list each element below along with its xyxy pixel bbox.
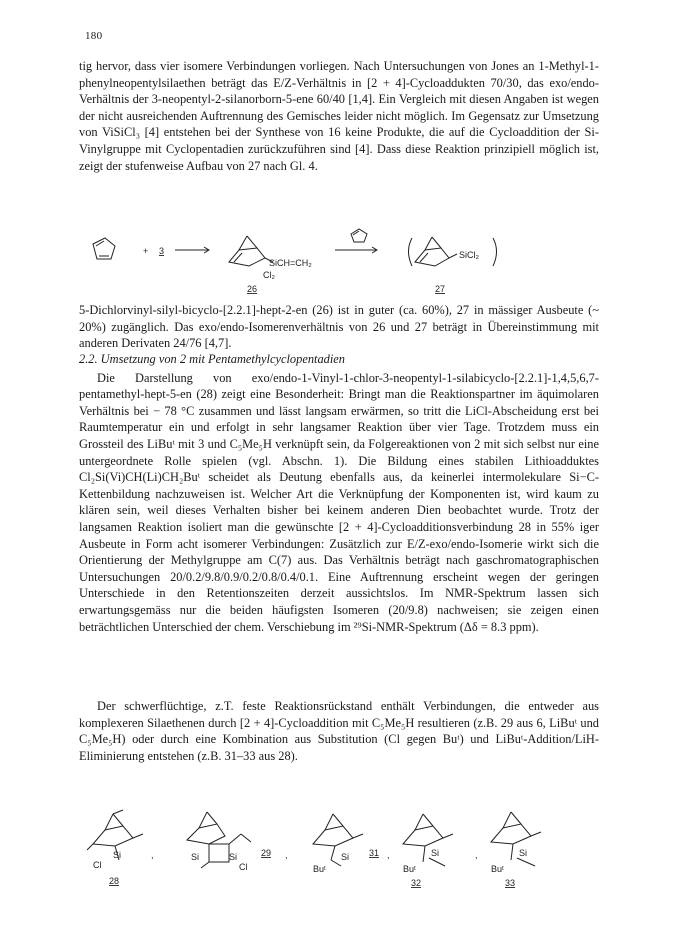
paragraph-2 [79, 302, 599, 352]
paragraph-3-text: Die Darstellung von exo/endo-1-Vinyl-1-chlor-3-neopentyl-1-silabicyclo-[2.2.1]-1,4,5,6,7-pentamethyl-hept-5-en (28) zeigt eine Besonderheit: Bringt man die Reaktionspartner im äquimolaren Verhältnis bei − 78 °C zusammen und lässt langsam erwärmen, so tritt die LiCl-Abscheidung erst bei Raumtemperatur ein und erfolgt in sehr langsamer Reaktion über vier Tage. Trotzdem muss ein Grossteil des LiBuᵗ mit 3 und C₅Me₅H verknüpft sein, da Folgereaktionen von 2 mit sich selbst nur eine untergeordnete Rolle spielen (vgl. Abschn. 1). Die Bildung eines stabilen Lithioadduktes Cl₂Si(Vi)CH(Li)CH₂Buᵗ scheidet als Deutung ebenfalls aus, da keinerlei intermolekulare Si−C-Kettenbildung nachzuweisen ist. Welcher Art die Verknüpfung der Komponenten ist, wird kaum zu klären sein, weil dieses Verhalten bisher bei keinem anderen Dien beobachtet wurde. Trotz der langsamen Reaktion isoliert man die gewünschte [2 + 4]-Cycloadditionsverbindung 28 in 55% iger Ausbeute in Form acht isomerer Verbindungen: Zusätzlich zur E/Z-exo/endo-Isomerie wirkt sich die Orientierung der Methylgruppe am C(7) aus. Das Verhältnis beträgt nach gaschromatographischen Untersuchungen 20/0.2/9.8/0.9/0.2/0.8/0.4/0.1. Eine Auftrennung erscheint wegen der geringen Unterschiede in den Retentionszeiten derzeit aussichtslos. Im NMR-Spektrum lassen sich erwartungsgemäss nur die beiden häufigsten Isomeren (20/9.8) nachweisen; sie zeigen einen beträchtlichen Unterschied der chem. Verschiebung im ²⁹Si-NMR-Spektrum (Δδ = 8.3 ppm). [79, 370, 599, 634]
reagent-3-label: 3 [159, 246, 165, 256]
bicycle-29 [187, 824, 225, 844]
structures-28-33 [79, 806, 599, 888]
cl-label-29: Cl [239, 862, 248, 872]
cl-label-28: Cl [93, 860, 102, 870]
si-label-31: Si [341, 852, 350, 862]
si-label-33: Si [519, 848, 528, 858]
compound-33-label: 33 [505, 878, 516, 888]
plus-sign: + [143, 246, 149, 256]
compound-28-label: 28 [109, 876, 120, 886]
bicycle-28 [93, 826, 133, 846]
bicycle-33 [491, 824, 531, 844]
compound-31-label: 31 [369, 848, 380, 858]
cl2-label: Cl₂ [263, 270, 275, 280]
bicycle-31 [313, 826, 353, 846]
compound-29-label: 29 [261, 848, 272, 858]
comma-4: , [475, 850, 478, 860]
si-label-29a: Si [191, 852, 200, 862]
compound-32-label: 32 [411, 878, 422, 888]
bicycle-32 [403, 826, 443, 846]
but-label-31: Buᵗ [313, 864, 326, 874]
but-label-32: Buᵗ [403, 864, 416, 874]
paragraph-1 [79, 58, 599, 174]
paragraph-4-text: Der schwerflüchtige, z.T. feste Reaktionsrückstand enthält Verbindungen, die entweder aus komplexeren Silaethenen durch [2 + 4]-Cycloaddition mit C₅Me₅H resultieren (z.B. 29 aus 6, LiBuᵗ und C₅Me₅H) oder durch eine Kombination aus Substitution (Cl gegen Buᵗ) und LiBuᵗ-Addition/LiH-Eliminierung entstehen (z.B. 31–33 aus 28). [79, 699, 599, 763]
paragraph-1-text: tig hervor, dass vier isomere Verbindungen vorliegen. Nach Untersuchungen von Jones an 1-Methyl-1-phenylneopentylsilaethen beträgt das E/Z-Verhältnis in [2 + 4]-Cycloaddukten 70/30, das exo/endo-Verhältnis der 3-neopentyl-2-silanorborn-5-ene 60/40 [1,4]. Ein Vergleich mit diesen Angaben ist wegen der nicht ausreichenden Auftrennung des Gemisches leider nicht möglich. Im Gegensatz zur Umsetzung von ViSiCl₃ [4] entstehen bei der Synthese von 16 keine Produkte, die auf die Cycloaddition der Si-Vinylgruppe mit Cyclopentadien zurückzuführen sind [4]. Dass diese Reaktion prinzipiell möglich ist, zeigt der stufenweise Aufbau von 27 nach Gl. 4. [79, 59, 599, 173]
compound-26-label: 26 [247, 284, 258, 294]
structures-drawing [79, 806, 599, 888]
reaction-scheme-4-drawing [79, 226, 599, 296]
norbornene-27 [415, 248, 449, 266]
vinylsilyl-label: SiCH=CH₂ [269, 258, 312, 268]
compound-27-label: 27 [435, 284, 446, 294]
but-label-33: Buᵗ [491, 864, 504, 874]
cyclopentadiene-ring-2 [351, 229, 367, 242]
bracket-right [493, 238, 497, 266]
section-2-2 [79, 351, 599, 635]
si-label-29b: Si [229, 852, 238, 862]
section-heading: 2.2. Umsetzung von 2 mit Pentamethylcyclopentadien [79, 352, 345, 366]
si-label-28: Si [113, 850, 122, 860]
silacycle-29 [209, 844, 229, 862]
comma-1: , [151, 850, 154, 860]
comma-3: , [387, 850, 390, 860]
sicl2-label: SiCl₂ [459, 250, 479, 260]
si-label-32: Si [431, 848, 440, 858]
bracket-left [409, 238, 413, 266]
norbornene-26 [229, 248, 265, 266]
paragraph-2-text: 5-Dichlorvinyl-silyl-bicyclo-[2.2.1]-hept-2-en (26) ist in guter (ca. 60%), 27 in mässiger Ausbeute (~ 20%) zugänglich. Das exo/endo-Isomerenverhältnis von 26 und 27 beträgt in Übereinstimmung mit anderen Derivaten 24/76 [4,7]. [79, 303, 599, 351]
paragraph-4 [79, 698, 599, 764]
page-number: 180 [85, 30, 103, 42]
comma-2: , [285, 850, 288, 860]
reaction-scheme-4 [79, 226, 599, 296]
